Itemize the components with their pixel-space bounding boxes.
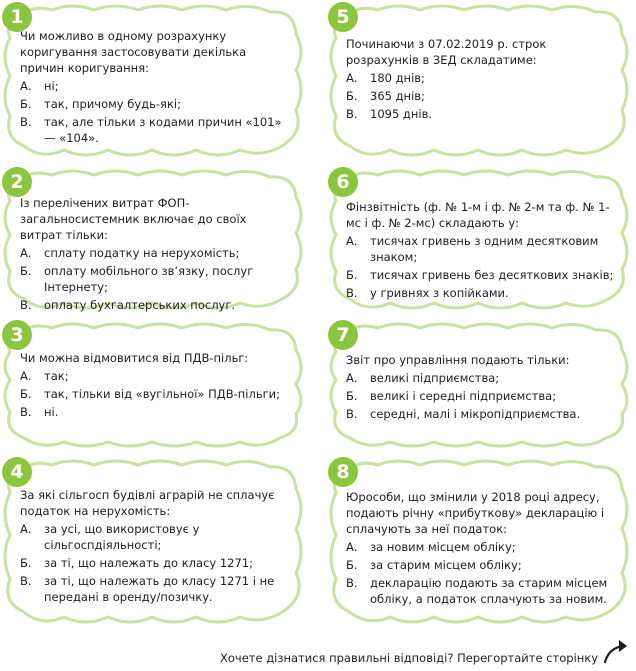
question-number-badge: 4 xyxy=(2,457,32,487)
option-text: оплату бухгалтерських послуг. xyxy=(44,298,236,312)
option-label: Б. xyxy=(346,89,358,103)
answer-option-a[interactable] xyxy=(346,70,618,86)
question-number-badge: 5 xyxy=(328,2,358,32)
question-card-8 xyxy=(326,455,632,627)
option-text: декларацію подають за старим місцем обліку, а податок сплачують за новим. xyxy=(370,576,608,606)
option-text: за ті, що належать до класу 1271; xyxy=(44,556,253,570)
question-content xyxy=(346,36,618,122)
question-number-badge: 6 xyxy=(328,167,358,197)
answer-options xyxy=(20,521,292,605)
question-text: Звіт про управління подають тільки: xyxy=(346,353,570,367)
question-card-7 xyxy=(326,318,632,450)
option-label: В. xyxy=(346,576,358,590)
answer-options xyxy=(346,370,618,422)
option-text: за ті, що належать до класу 1271 і не передані в оренду/позичку. xyxy=(44,574,275,604)
option-text: тисячах гривень з одним десятковим знаком; xyxy=(370,234,599,264)
answer-option-a[interactable] xyxy=(20,521,292,553)
question-content xyxy=(20,487,292,605)
option-label: Б. xyxy=(20,387,32,401)
option-text: тисячах гривень без десяткових знаків; xyxy=(370,268,614,282)
option-label: Б. xyxy=(346,558,358,572)
answer-option-b[interactable] xyxy=(346,388,618,404)
option-text: великі підприємства; xyxy=(370,371,500,385)
option-label: В. xyxy=(20,298,32,312)
question-content xyxy=(20,195,292,313)
question-text: Юрособи, що змінили у 2018 році адресу, подають річну «прибуткову» декларацію і сплачують за неї податок: xyxy=(346,490,605,536)
answer-options xyxy=(20,245,292,313)
option-text: так, тільки від «вугільної» ПДВ-пільги; xyxy=(44,387,281,401)
option-text: оплату мобільного зв’язку, послуг Інтернету; xyxy=(44,264,254,294)
option-label: А. xyxy=(20,246,32,260)
question-content xyxy=(346,199,618,301)
option-label: Б. xyxy=(20,97,32,111)
question-text: Чи можна відмовитися від ПДВ-пільг: xyxy=(20,351,249,365)
question-text: Починаючи з 07.02.2019 р. строк розрахунків в ЗЕД складатиме: xyxy=(346,37,547,67)
answer-option-a[interactable] xyxy=(346,233,618,265)
question-card-6 xyxy=(326,165,632,313)
answer-option-c[interactable] xyxy=(346,106,618,122)
answer-option-c[interactable] xyxy=(20,404,292,420)
answer-options xyxy=(346,539,618,607)
option-label: А. xyxy=(346,71,358,85)
option-label: Б. xyxy=(20,556,32,570)
question-text: Чи можливо в одному розрахунку коригування застосовувати декілька причин коригування: xyxy=(20,29,247,75)
option-text: 180 днів; xyxy=(370,71,425,85)
option-label: Б. xyxy=(346,389,358,403)
question-text: За які сільгосп будівлі аграрій не сплачує податок на нерухомість: xyxy=(20,488,275,518)
question-card-2 xyxy=(0,165,306,313)
answer-options xyxy=(20,368,292,420)
answer-option-c[interactable] xyxy=(20,297,292,313)
option-text: за новим місцем обліку; xyxy=(370,540,516,554)
answer-options xyxy=(346,70,618,122)
answer-option-b[interactable] xyxy=(20,96,292,112)
option-label: В. xyxy=(20,574,32,588)
answer-options xyxy=(20,78,292,146)
option-label: В. xyxy=(346,107,358,121)
question-card-3 xyxy=(0,318,306,450)
option-label: А. xyxy=(20,79,32,93)
question-number-badge: 7 xyxy=(328,320,358,350)
question-card-1 xyxy=(0,0,306,160)
question-content xyxy=(20,28,292,146)
option-text: середні, малі і мікропідприємства. xyxy=(370,407,581,421)
option-label: А. xyxy=(346,540,358,554)
answer-option-b[interactable] xyxy=(346,267,618,283)
option-text: 365 днів; xyxy=(370,89,425,103)
answer-option-a[interactable] xyxy=(20,78,292,94)
answer-option-c[interactable] xyxy=(20,114,292,146)
answer-option-c[interactable] xyxy=(20,573,292,605)
option-text: 1095 днів. xyxy=(370,107,433,121)
footer-hint: Хочете дізнатися правильні відповіді? Перегортайте сторінку xyxy=(220,651,599,665)
option-text: за усі, що використовує у сільгоспдіяльності; xyxy=(44,522,200,552)
question-card-5 xyxy=(326,0,632,160)
option-label: А. xyxy=(346,234,358,248)
question-content xyxy=(346,352,618,422)
option-label: А. xyxy=(346,371,358,385)
question-text: Із перелічених витрат ФОП-загальносистемник включає до своїх витрат тільки: xyxy=(20,196,247,242)
question-number-badge: 2 xyxy=(2,167,32,197)
option-label: Б. xyxy=(20,264,32,278)
answer-option-a[interactable] xyxy=(20,245,292,261)
question-number-badge: 3 xyxy=(2,320,32,350)
option-text: так; xyxy=(44,369,69,383)
answer-option-a[interactable] xyxy=(346,370,618,386)
option-text: великі і середні підприємства; xyxy=(370,389,557,403)
answer-option-b[interactable] xyxy=(20,263,292,295)
option-label: В. xyxy=(346,407,358,421)
question-content xyxy=(346,489,618,607)
answer-option-c[interactable] xyxy=(346,406,618,422)
option-text: ні; xyxy=(44,79,59,93)
answer-option-c[interactable] xyxy=(346,575,618,607)
question-text: Фінзвітність (ф. № 1-м і ф. № 2-м та ф. № 1-мс і ф. № 2-мс) складають у: xyxy=(346,200,610,230)
option-text: так, причому будь-які; xyxy=(44,97,181,111)
answer-option-c[interactable] xyxy=(346,285,618,301)
answer-option-a[interactable] xyxy=(20,368,292,384)
option-label: Б. xyxy=(346,268,358,282)
option-label: А. xyxy=(20,369,32,383)
answer-option-b[interactable] xyxy=(20,386,292,402)
question-number-badge: 8 xyxy=(328,457,358,487)
answer-option-b[interactable] xyxy=(346,557,618,573)
question-card-4 xyxy=(0,455,306,627)
option-label: В. xyxy=(346,286,358,300)
answer-option-b[interactable] xyxy=(346,88,618,104)
turn-page-arrow-icon[interactable] xyxy=(601,636,633,666)
answer-options xyxy=(346,233,618,301)
option-text: сплату податку на нерухомість; xyxy=(44,246,240,260)
option-text: у гривнях з копійками. xyxy=(370,286,509,300)
option-text: ні. xyxy=(44,405,59,419)
question-content xyxy=(20,350,292,420)
answer-option-b[interactable] xyxy=(20,555,292,571)
option-label: В. xyxy=(20,405,32,419)
option-label: В. xyxy=(20,115,32,129)
answer-option-a[interactable] xyxy=(346,539,618,555)
option-label: А. xyxy=(20,522,32,536)
question-number-badge: 1 xyxy=(2,2,32,32)
option-text: за старим місцем обліку; xyxy=(370,558,522,572)
option-text: так, але тільки з кодами причин «101» — «104». xyxy=(44,115,282,145)
